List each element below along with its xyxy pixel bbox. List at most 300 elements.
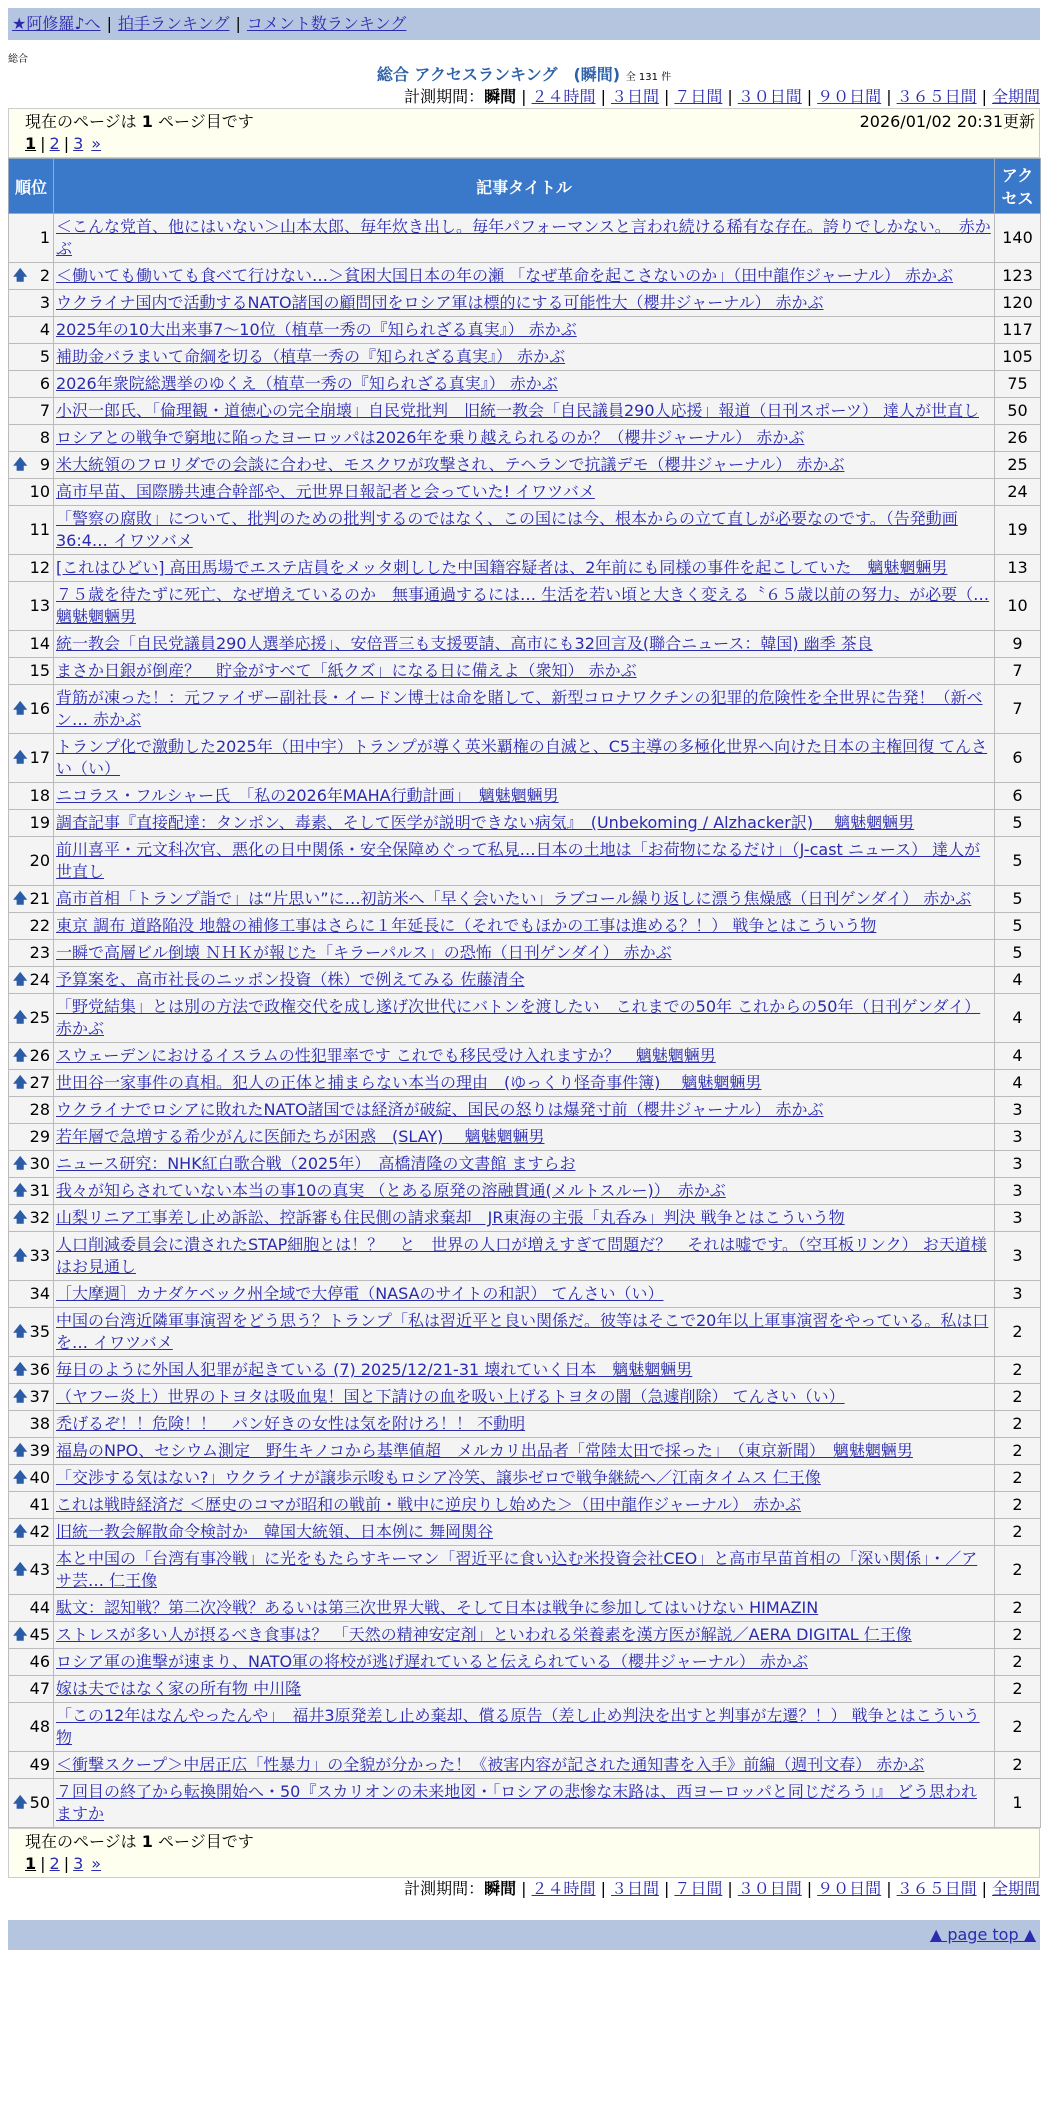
period-current: 瞬間: [484, 87, 517, 106]
separator: |: [806, 1879, 813, 1898]
separator: |: [663, 87, 670, 106]
access-header: アクセス: [995, 159, 1041, 214]
period-link[interactable]: ３０日間: [737, 87, 802, 106]
rank-cell: [9, 290, 54, 317]
article-link[interactable]: これは戦時経済だ ＜歴史のコマが昭和の戦前・戦中に逆戻りし始めた＞（田中龍作ジャーナル） 赤かぶ: [56, 1495, 802, 1514]
period-link[interactable]: ３日間: [610, 87, 659, 106]
article-link[interactable]: 中国の台湾近隣軍事演習をどう思う？トランプ「私は習近平と良い関係だ。彼等はそこで20年以上軍事演習をやっている。私は口を… イワツバメ: [56, 1311, 989, 1352]
rank-cell: [9, 1151, 54, 1178]
rank-number: 29: [29, 1127, 50, 1146]
rank-cell: [9, 1752, 54, 1779]
rank-number: 16: [29, 699, 50, 718]
rank-number: 38: [29, 1414, 50, 1433]
title-cell: [54, 1178, 995, 1205]
rank-cell: [9, 810, 54, 837]
article-link[interactable]: 旧統一教会解散命令検討か 韓国大統領、日本例に 舞岡関谷: [56, 1522, 494, 1541]
table-row: [9, 658, 1041, 685]
rank-number: 4: [39, 320, 50, 339]
period-selector: [8, 86, 1040, 108]
access-count: 3: [995, 1097, 1041, 1124]
table-row: [9, 1205, 1041, 1232]
access-count: 2: [995, 1703, 1041, 1752]
rank-number: 23: [29, 943, 50, 962]
page-top-link[interactable]: ▲ page top ▲: [929, 1925, 1036, 1944]
rank-number: 15: [29, 661, 50, 680]
page-links: [25, 1853, 1035, 1875]
article-link[interactable]: 「警察の腐敗」について、批判のための批判するのではなく、この国には今、根本からの立て直しが必要なのです。（告発動画36:4… イワツバメ: [56, 509, 958, 550]
access-count: 10: [995, 582, 1041, 631]
article-link[interactable]: 2026年衆院総選挙のゆくえ（植草一秀の『知られざる真実』） 赤かぶ: [56, 374, 558, 393]
article-link[interactable]: 前川喜平・元文科次官、悪化の日中関係・安全保障めぐって私見…日本の土地は「お荷物になるだけ」（J-cast ニュース） 達人が世直し: [56, 840, 981, 881]
separator: |: [521, 1879, 527, 1898]
article-link[interactable]: 背筋が凍った！：元ファイザー副社長・イードン博士は命を賭して、新型コロナワクチンの犯罪的危険性を全世界に告発！（新ベン… 赤かぶ: [56, 688, 983, 729]
article-link[interactable]: 我々が知らされていない本当の事10の真実 （とある原発の溶融貫通(メルトスルー)） 赤かぶ: [56, 1181, 726, 1200]
rank-cell: [9, 1676, 54, 1703]
rank-number: 37: [29, 1387, 50, 1406]
table-row: [9, 810, 1041, 837]
title-cell: [54, 1281, 995, 1308]
access-count: 6: [995, 734, 1041, 783]
access-count: 2: [995, 1411, 1041, 1438]
rank-cell: [9, 1178, 54, 1205]
access-count: 2: [995, 1308, 1041, 1357]
article-link[interactable]: 駄文：認知戦？第二次冷戦？あるいは第三次世界大戦、そして日本は戦争に参加してはいけない HIMAZIN: [56, 1598, 819, 1617]
table-row: [9, 1308, 1041, 1357]
article-link[interactable]: 一瞬で高層ビル倒壊 ＮＨＫが報じた「キラーパルス」の恐怖（日刊ゲンダイ） 赤かぶ: [56, 943, 672, 962]
article-link[interactable]: 「この12年はなんやったんや」 福井3原発差し止め棄却、償る原告（差し止め判決を出すと判事が左遷？！） 戦争とはこういう物: [56, 1706, 980, 1747]
rank-cell: [9, 658, 54, 685]
access-count: 26: [995, 425, 1041, 452]
rank-number: 21: [29, 889, 50, 908]
updated-timestamp: 2026/01/02 20:31更新: [859, 112, 1035, 131]
rank-number: 8: [39, 428, 50, 447]
rank-up-arrow-icon: 🡅: [13, 972, 28, 988]
article-link[interactable]: 福島のNPO、セシウム測定 野生キノコから基準値超 メルカリ出品者「常陸太田で採った」 （東京新聞） 魑魅魍魎男: [56, 1441, 913, 1460]
access-count: 1: [995, 1779, 1041, 1828]
title-cell: [54, 886, 995, 913]
table-row: [9, 290, 1041, 317]
table-row: [9, 685, 1041, 734]
table-row: [9, 1232, 1041, 1281]
access-count: 2: [995, 1546, 1041, 1595]
article-link[interactable]: 東京 調布 道路陥没 地盤の補修工事はさらに１年延長に（それでもほかの工事は進める？！） 戦争とはこういう物: [56, 916, 877, 935]
access-count: 2: [995, 1357, 1041, 1384]
title-cell: [54, 1752, 995, 1779]
title-cell: [54, 967, 995, 994]
table-row: [9, 1097, 1041, 1124]
rank-number: 45: [29, 1625, 50, 1644]
article-link[interactable]: ウクライナでロシアに敗れたNATO諸国では経済が破綻、国民の怒りは爆発寸前（櫻井ジャーナル） 赤かぶ: [56, 1100, 824, 1119]
table-row: [9, 1676, 1041, 1703]
rank-cell: [9, 1232, 54, 1281]
table-row: [9, 555, 1041, 582]
separator: |: [981, 87, 987, 106]
rank-up-arrow-icon: 🡅: [13, 1627, 28, 1643]
article-link[interactable]: ロシアとの戦争で窮地に陥ったヨーロッパは2026年を乗り越えられるのか？（櫻井ジャーナル） 赤かぶ: [56, 428, 805, 447]
title-header: 記事タイトル: [54, 159, 995, 214]
pager-box: [8, 108, 1040, 158]
separator: |: [40, 134, 46, 153]
access-count: 4: [995, 994, 1041, 1043]
rank-up-arrow-icon: 🡅: [13, 457, 28, 473]
table-row: [9, 886, 1041, 913]
rank-up-arrow-icon: 🡅: [13, 1324, 28, 1340]
separator: |: [727, 1879, 733, 1898]
article-link[interactable]: ＜こんな党首、他にはいない＞山本太郎、毎年炊き出し。毎年パフォーマンスと言われ続ける稀有な存在。誇りでしかない。 赤かぶ: [56, 217, 991, 258]
top-nav-bar: [8, 8, 1040, 40]
table-row: [9, 1411, 1041, 1438]
title-cell: [54, 1232, 995, 1281]
title-cell: [54, 371, 995, 398]
article-link[interactable]: ７回目の終了から転換開始へ・50『スカリオンの未来地図・「ロシアの悲惨な末路は、西ヨーロッパと同じだろう」』 どう思われますか: [56, 1782, 977, 1823]
period-link[interactable]: ３６５日間: [896, 87, 977, 106]
access-count: 5: [995, 913, 1041, 940]
title-cell: [54, 263, 995, 290]
rank-up-arrow-icon: 🡅: [13, 701, 28, 717]
article-link[interactable]: 世田谷一家事件の真相。犯人の正体と捕まらない本当の理由 (ゆっくり怪奇事件簿) 魑魅魍魎男: [56, 1073, 762, 1092]
pager-box-bottom: [8, 1828, 1040, 1878]
article-link[interactable]: まさか日銀が倒産？ 貯金がすべて「紙クズ」になる日に備えよ（衆知） 赤かぶ: [56, 661, 637, 680]
title-cell: [54, 1308, 995, 1357]
article-link[interactable]: 高市早苗、国際勝共連合幹部や、元世界日報記者と会っていた! イワツバメ: [56, 482, 595, 501]
separator: |: [886, 87, 892, 106]
table-row: [9, 994, 1041, 1043]
rank-number: 5: [39, 347, 50, 366]
table-row: [9, 1779, 1041, 1828]
rank-number: 46: [29, 1652, 50, 1671]
title-cell: [54, 1465, 995, 1492]
rank-number: 26: [29, 1046, 50, 1065]
period-link[interactable]: ３６５日間: [896, 1879, 977, 1898]
title-cell: [54, 1097, 995, 1124]
rank-up-arrow-icon: 🡅: [13, 1389, 28, 1405]
page-title: [8, 64, 1040, 86]
rank-cell: [9, 1070, 54, 1097]
rank-number: 1: [39, 228, 50, 247]
access-count: 2: [995, 1519, 1041, 1546]
article-link[interactable]: ウクライナ国内で活動するNATO諸国の顧問団をロシア軍は標的にする可能性大（櫻井ジャーナル） 赤かぶ: [56, 293, 824, 312]
table-row: [9, 1465, 1041, 1492]
period-link[interactable]: ２４時間: [531, 1879, 596, 1898]
title-cell: [54, 1546, 995, 1595]
rank-number: 36: [29, 1360, 50, 1379]
access-count: 50: [995, 398, 1041, 425]
separator: |: [106, 14, 112, 33]
article-link[interactable]: 「野党結集」とは別の方法で政権交代を成し遂げ次世代にバトンを渡したい これまでの50年 これからの50年（日刊ゲンダイ） 赤かぶ: [56, 997, 981, 1038]
table-row: [9, 1703, 1041, 1752]
clap-ranking-link[interactable]: 拍手ランキング: [117, 14, 230, 33]
table-row: [9, 344, 1041, 371]
access-count: 123: [995, 263, 1041, 290]
access-count: 105: [995, 344, 1041, 371]
status-prefix: 現在のページは: [25, 1832, 142, 1851]
title-cell: [54, 1622, 995, 1649]
access-count: 24: [995, 479, 1041, 506]
title-cell: [54, 425, 995, 452]
period-link[interactable]: ７日間: [674, 87, 723, 106]
access-count: 120: [995, 290, 1041, 317]
separator: |: [981, 1879, 987, 1898]
table-row: [9, 425, 1041, 452]
rank-cell: [9, 263, 54, 290]
article-link[interactable]: 2025年の10大出来事7～10位（植草一秀の『知られざる真実』） 赤かぶ: [56, 320, 577, 339]
page-link[interactable]: 3: [73, 134, 84, 153]
rank-number: 9: [39, 455, 50, 474]
rank-cell: [9, 582, 54, 631]
rank-number: 39: [29, 1441, 50, 1460]
article-link[interactable]: ［大摩週］カナダケベック州全域で大停電（NASAのサイトの和訳） てんさい（い）: [56, 1284, 664, 1303]
article-link[interactable]: 統一教会「自民党議員290人選挙応援」、安倍晋三も支援要請、高市にも32回言及(聯合ニュース：韓国) 幽季 茶良: [56, 634, 873, 653]
article-link[interactable]: 「交渉する気はない?」ウクライナが譲歩示唆もロシア冷笑、譲歩ゼロで戦争継続へ／江南タイムス 仁王像: [56, 1468, 821, 1487]
rank-cell: [9, 1595, 54, 1622]
article-link[interactable]: スウェーデンにおけるイスラムの性犯罪率です これでも移民受け入れますか？ 魑魅魍魎男: [56, 1046, 716, 1065]
title-cell: [54, 1438, 995, 1465]
access-count: 4: [995, 1043, 1041, 1070]
separator: |: [63, 1854, 70, 1873]
article-link[interactable]: 調査記事『直接配達：タンポン、毒素、そして医学が説明できない病気』 (Unbekoming / Alzhacker訳) 魑魅魍魎男: [56, 813, 915, 832]
access-count: 75: [995, 371, 1041, 398]
rank-number: 17: [29, 748, 50, 767]
rank-cell: [9, 1384, 54, 1411]
access-count: 117: [995, 317, 1041, 344]
access-count: 3: [995, 1124, 1041, 1151]
table-row: [9, 582, 1041, 631]
article-link[interactable]: [これはひどい] 高田馬場でエステ店員をメッタ刺しした中国籍容疑者は、2年前にも同様の事件を起こしていた 魑魅魍魎男: [56, 558, 948, 577]
access-count: 5: [995, 810, 1041, 837]
rank-cell: [9, 398, 54, 425]
title-cell: [54, 1205, 995, 1232]
access-count: 3: [995, 1151, 1041, 1178]
page-link[interactable]: 2: [49, 134, 60, 153]
rank-cell: [9, 1622, 54, 1649]
article-link[interactable]: 米大統領のフロリダでの会談に合わせ、モスクワが攻撃され、テヘランで抗議デモ（櫻井ジャーナル） 赤かぶ: [56, 455, 845, 474]
title-cell: [54, 994, 995, 1043]
rank-cell: [9, 967, 54, 994]
separator: |: [235, 14, 241, 33]
table-row: [9, 967, 1041, 994]
rank-cell: [9, 1281, 54, 1308]
rank-cell: [9, 1097, 54, 1124]
comment-ranking-link[interactable]: コメント数ランキング: [246, 14, 407, 33]
ranking-title: 総合 アクセスランキング (瞬間): [376, 65, 621, 84]
rank-cell: [9, 1779, 54, 1828]
table-row: [9, 1070, 1041, 1097]
rank-number: 7: [39, 401, 50, 420]
article-link[interactable]: 嫁は夫ではなく家の所有物 中川隆: [56, 1679, 302, 1698]
rank-cell: [9, 734, 54, 783]
article-link[interactable]: 山梨リニア工事差し止め訴訟、控訴審も住民側の請求棄却 JR東海の主張「丸呑み」判決 戦争とはこういう物: [56, 1208, 845, 1227]
rank-up-arrow-icon: 🡅: [13, 1075, 28, 1091]
rank-number: 34: [29, 1284, 50, 1303]
title-cell: [54, 1492, 995, 1519]
title-cell: [54, 734, 995, 783]
rank-number: 2: [39, 266, 50, 285]
article-link[interactable]: ＜衝撃スクープ＞中居正広「性暴力」の全貌が分かった！《被害内容が記された通知書を入手》前編（週刊文春） 赤かぶ: [56, 1755, 925, 1774]
status-page: 1: [141, 1832, 153, 1851]
separator: |: [521, 87, 527, 106]
rank-number: 32: [29, 1208, 50, 1227]
article-link[interactable]: 人口削減委員会に潰されたSTAP細胞とは！？ と 世界の人口が増えすぎて問題だ？ それは嘘です。（空耳板リンク） お天道様はお見通し: [56, 1235, 987, 1276]
rank-cell: [9, 837, 54, 886]
page-link[interactable]: 2: [49, 1854, 60, 1873]
title-cell: [54, 582, 995, 631]
article-link[interactable]: ロシア軍の進撃が速まり、NATO軍の将校が逃げ遅れていると伝えられている（櫻井ジャーナル） 赤かぶ: [56, 1652, 809, 1671]
separator: |: [727, 87, 733, 106]
rank-cell: [9, 994, 54, 1043]
article-link[interactable]: ニコラス・フルシャー氏 「私の2026年MAHA行動計画」 魑魅魍魎男: [56, 786, 559, 805]
rank-number: 41: [29, 1495, 50, 1514]
rank-number: 43: [29, 1560, 50, 1579]
access-count: 3: [995, 1205, 1041, 1232]
title-cell: [54, 1043, 995, 1070]
current-page: 1: [25, 134, 37, 153]
rank-cell: [9, 783, 54, 810]
access-count: 5: [995, 886, 1041, 913]
period-link[interactable]: ７日間: [674, 1879, 723, 1898]
status-prefix: 現在のページは: [25, 112, 142, 131]
period-link[interactable]: ２４時間: [531, 87, 596, 106]
table-row: [9, 1492, 1041, 1519]
period-selector-bottom: [8, 1878, 1040, 1900]
bottom-bar: [8, 1920, 1040, 1950]
title-cell: [54, 1384, 995, 1411]
rank-up-arrow-icon: 🡅: [13, 1524, 28, 1540]
ranking-table: [8, 158, 1041, 1828]
rank-number: 44: [29, 1598, 50, 1617]
rank-number: 47: [29, 1679, 50, 1698]
period-link[interactable]: ９０日間: [817, 87, 882, 106]
rank-up-arrow-icon: 🡅: [13, 1443, 28, 1459]
article-link[interactable]: 補助金バラまいて命綱を切る（植草一秀の『知られざる真実』） 赤かぶ: [56, 347, 566, 366]
status-suffix: ページ目です: [152, 1832, 254, 1851]
rank-number: 12: [29, 558, 50, 577]
page-link[interactable]: 3: [73, 1854, 84, 1873]
table-row: [9, 1384, 1041, 1411]
title-cell: [54, 913, 995, 940]
access-count: 7: [995, 685, 1041, 734]
status-page: 1: [141, 112, 153, 131]
article-link[interactable]: 毎日のように外国人犯罪が起きている (7) 2025/12/21-31 壊れていく日本 魑魅魍魎男: [56, 1360, 693, 1379]
title-cell: [54, 810, 995, 837]
rank-up-arrow-icon: 🡅: [13, 1562, 28, 1578]
access-count: 2: [995, 1752, 1041, 1779]
access-count: 3: [995, 1281, 1041, 1308]
article-link[interactable]: ７５歳を待たずに死亡、なぜ増えているのか 無事通過するには… 生活を若い頃と大きく変える〝６５歳以前の努力〟が必要（… 魑魅魍魎男: [56, 585, 990, 626]
separator: |: [663, 1879, 670, 1898]
access-count: 5: [995, 940, 1041, 967]
table-row: [9, 734, 1041, 783]
separator: |: [806, 87, 813, 106]
title-cell: [54, 1519, 995, 1546]
article-link[interactable]: 予算案を、高市社長のニッポン投資（株）で例えてみる 佐藤清全: [56, 970, 525, 989]
rank-cell: [9, 1205, 54, 1232]
table-row: [9, 837, 1041, 886]
period-label: 計測期間：: [404, 87, 485, 106]
table-row: [9, 263, 1041, 290]
next-page-link[interactable]: »: [91, 1854, 102, 1873]
article-link[interactable]: 小沢一郎氏、「倫理観・道徳心の完全崩壊」自民党批判 旧統一教会「自民議員290人応援」報道（日刊スポーツ） 達人が世直し: [56, 401, 979, 420]
rank-number: 28: [29, 1100, 50, 1119]
table-row: [9, 631, 1041, 658]
rank-number: 10: [29, 482, 50, 501]
rank-cell: [9, 1308, 54, 1357]
item-count: 全 131 件: [625, 72, 672, 83]
title-cell: [54, 290, 995, 317]
article-link[interactable]: 本と中国の「台湾有事冷戦」に光をもたらすキーマン「習近平に食い込む米投資会社CEO」と高市早苗首相の「深い関係」・／アサ芸… 仁王像: [56, 1549, 978, 1590]
access-count: 2: [995, 1595, 1041, 1622]
rank-cell: [9, 371, 54, 398]
rank-cell: [9, 479, 54, 506]
table-row: [9, 1178, 1041, 1205]
title-cell: [54, 1595, 995, 1622]
title-cell: [54, 1151, 995, 1178]
access-count: 5: [995, 837, 1041, 886]
next-page-link[interactable]: »: [91, 134, 102, 153]
article-link[interactable]: 禿げるぞ！！危険！！ パン好きの女性は気を附けろ！！ 不動明: [56, 1414, 526, 1433]
access-count: 25: [995, 452, 1041, 479]
article-link[interactable]: 若年層で急増する希少がんに医師たちが困惑 (SLAY) 魑魅魍魎男: [56, 1127, 545, 1146]
rank-number: 6: [39, 374, 50, 393]
title-cell: [54, 837, 995, 886]
article-link[interactable]: ストレスが多い人が摂るべき食事は？ 「天然の精神安定剤」といわれる栄養素を漢方医が解説／AERA DIGITAL 仁王像: [56, 1625, 912, 1644]
title-cell: [54, 1703, 995, 1752]
article-link[interactable]: ニュース研究：NHK紅白歌合戦（2025年） 高橋清隆の文書館 ますらお: [56, 1154, 576, 1173]
title-cell: [54, 685, 995, 734]
page-status: [25, 1831, 254, 1853]
rank-cell: [9, 886, 54, 913]
rank-number: 48: [29, 1717, 50, 1736]
table-row: [9, 214, 1041, 263]
table-row: [9, 317, 1041, 344]
period-link[interactable]: ３日間: [610, 1879, 659, 1898]
title-cell: [54, 506, 995, 555]
section-label: 総合: [8, 54, 28, 65]
rank-number: 11: [29, 520, 50, 539]
rank-cell: [9, 685, 54, 734]
rank-cell: [9, 1043, 54, 1070]
period-link[interactable]: 全期間: [991, 1879, 1040, 1898]
rank-cell: [9, 425, 54, 452]
rank-cell: [9, 452, 54, 479]
table-row: [9, 1281, 1041, 1308]
access-count: 6: [995, 783, 1041, 810]
period-link[interactable]: 全期間: [991, 87, 1040, 106]
rank-number: 50: [29, 1793, 50, 1812]
title-cell: [54, 783, 995, 810]
article-link[interactable]: （ヤフー炎上）世界のトヨタは吸血鬼！国と下請けの血を吸い上げるトヨタの闇（急遽削除） てんさい（い）: [56, 1387, 845, 1406]
rank-up-arrow-icon: 🡅: [13, 1795, 28, 1811]
rank-cell: [9, 1438, 54, 1465]
rank-up-arrow-icon: 🡅: [13, 268, 28, 284]
rank-up-arrow-icon: 🡅: [13, 1470, 28, 1486]
article-link[interactable]: トランプ化で激動した2025年（田中宇）トランプが導く英米覇権の自滅と、C5主導の多極化世界へ向けた日本の主権回復 てんさい（い）: [56, 737, 988, 778]
title-cell: [54, 479, 995, 506]
period-link[interactable]: ９０日間: [817, 1879, 882, 1898]
rank-up-arrow-icon: 🡅: [13, 1183, 28, 1199]
title-cell: [54, 317, 995, 344]
period-link[interactable]: ３０日間: [737, 1879, 802, 1898]
page-status: [25, 111, 254, 133]
table-row: [9, 479, 1041, 506]
title-cell: [54, 555, 995, 582]
article-link[interactable]: ＜働いても働いても食べて行けない…＞貧困大国日本の年の瀬 「なぜ革命を起こさないのか」（田中龍作ジャーナル） 赤かぶ: [56, 266, 954, 285]
access-count: 2: [995, 1622, 1041, 1649]
table-row: [9, 452, 1041, 479]
rank-cell: [9, 1411, 54, 1438]
article-link[interactable]: 高市首相「トランプ詣で」は“片思い”に…初訪米へ「早く会いたい」ラブコール繰り返しに漂う焦燥感（日刊ゲンダイ） 赤かぶ: [56, 889, 972, 908]
rank-cell: [9, 1465, 54, 1492]
home-link[interactable]: ★阿修羅♪へ: [12, 14, 101, 33]
